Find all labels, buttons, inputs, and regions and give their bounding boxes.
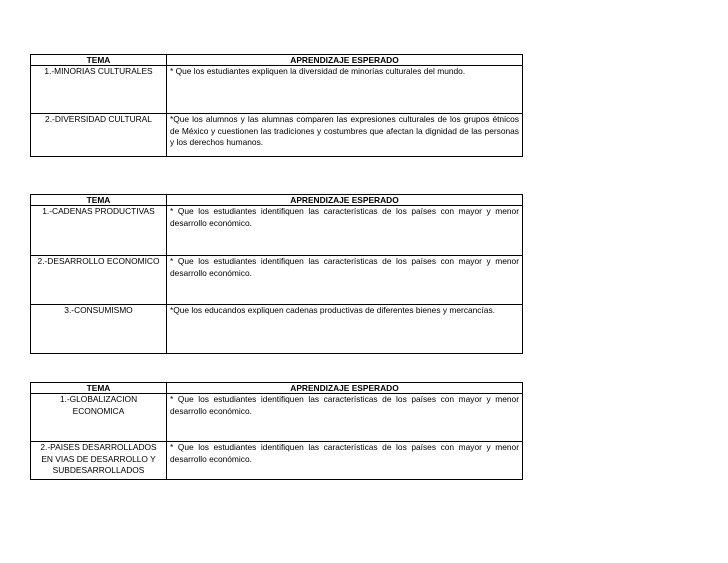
tema-cell: 2.-DIVERSIDAD CULTURAL bbox=[31, 114, 167, 157]
table-row bbox=[31, 66, 523, 114]
aprendizaje-cell: *Que los educandos expliquen cadenas productivas de diferentes bienes y mercancías. bbox=[167, 305, 523, 354]
table-row bbox=[31, 305, 523, 354]
tema-cell: 2.-PAISES DESARROLLADOS EN VIAS DE DESARROLLO Y SUBDESARROLLADOS bbox=[31, 442, 167, 480]
table-header-row bbox=[31, 195, 523, 206]
tema-cell: 1.-MINORIAS CULTURALES bbox=[31, 66, 167, 114]
header-tema: TEMA bbox=[31, 383, 167, 394]
aprendizaje-cell: * Que los estudiantes expliquen la diversidad de minorías culturales del mundo. bbox=[167, 66, 523, 114]
header-tema: TEMA bbox=[31, 195, 167, 206]
table-row bbox=[31, 442, 523, 480]
table-row bbox=[31, 206, 523, 256]
header-aprendizaje-esperado: APRENDIZAJE ESPERADO bbox=[167, 195, 523, 206]
header-aprendizaje-esperado: APRENDIZAJE ESPERADO bbox=[167, 383, 523, 394]
header-aprendizaje-esperado: APRENDIZAJE ESPERADO bbox=[167, 55, 523, 66]
aprendizaje-cell: * Que los estudiantes identifiquen las características de los países con mayor y menor desarrollo económico. bbox=[167, 256, 523, 305]
tema-cell: 3.-CONSUMISMO bbox=[31, 305, 167, 354]
aprendizaje-cell: *Que los alumnos y las alumnas comparen las expresiones culturales de los grupos étnicos de México y cuestionen las tradiciones y costumbres que afectan la dignidad de las personas y los derechos humanos. bbox=[167, 114, 523, 157]
aprendizaje-cell: * Que los estudiantes identifiquen las características de los países con mayor y menor desarrollo económico. bbox=[167, 394, 523, 442]
table-header-row bbox=[31, 383, 523, 394]
tema-cell: 2.-DESARROLLO ECONOMICO bbox=[31, 256, 167, 305]
header-tema: TEMA bbox=[31, 55, 167, 66]
aprendizaje-cell: * Que los estudiantes identifiquen las características de los países con mayor y menor desarrollo económico. bbox=[167, 206, 523, 256]
tema-table-1 bbox=[30, 54, 523, 157]
tema-table-2 bbox=[30, 194, 523, 354]
table-row bbox=[31, 394, 523, 442]
tema-table-3 bbox=[30, 382, 523, 480]
table-row bbox=[31, 256, 523, 305]
table-header-row bbox=[31, 55, 523, 66]
tema-cell: 1.-CADENAS PRODUCTIVAS bbox=[31, 206, 167, 256]
table-row bbox=[31, 114, 523, 157]
tema-cell: 1.-GLOBALIZACION ECONOMICA bbox=[31, 394, 167, 442]
aprendizaje-cell: * Que los estudiantes identifiquen las características de los países con mayor y menor desarrollo económico. bbox=[167, 442, 523, 480]
